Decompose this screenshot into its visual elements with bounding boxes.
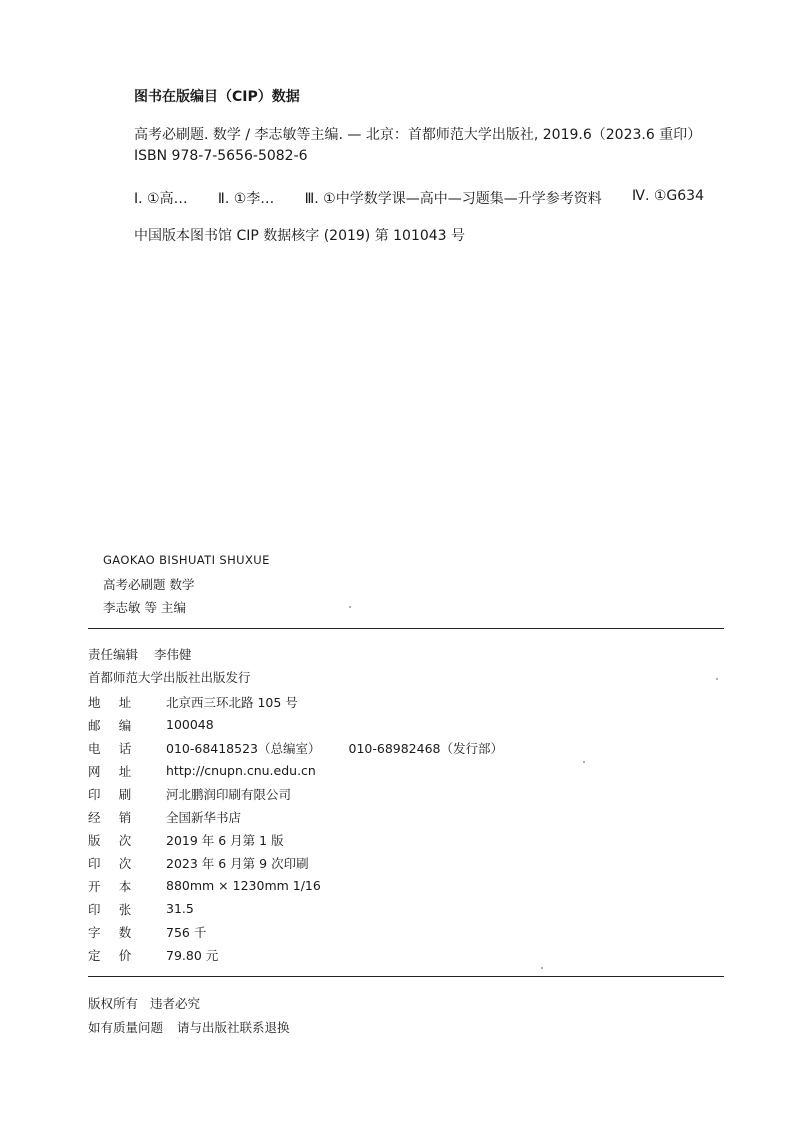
info-value: 756 千: [166, 924, 207, 940]
info-value: 880mm × 1230mm 1/16: [166, 878, 321, 893]
info-label-char: 编: [118, 717, 132, 733]
info-value: http://cnupn.cnu.edu.cn: [166, 763, 316, 778]
cip-subject-3: Ⅲ. ①中学数学课—高中—习题集—升学参考资料: [304, 191, 602, 207]
info-label-char: 次: [118, 855, 132, 871]
info-value: 北京西三环北路 105 号: [166, 694, 298, 710]
divider-bottom: [88, 976, 724, 977]
editor-name: 李伟健: [154, 647, 192, 662]
info-label-char: 电: [88, 740, 101, 756]
cip-data-number: 中国版本图书馆 CIP 数据核字 (2019) 第 101043 号: [134, 228, 466, 244]
info-row-distributor: [88, 805, 503, 828]
book-title-pinyin: GAOKAO BISHUATI SHUXUE: [103, 553, 270, 567]
scan-speck: [716, 678, 718, 680]
info-row-printer: [88, 782, 503, 805]
quality-text: 如有质量问题: [88, 1020, 164, 1035]
info-label-char: 网: [88, 763, 101, 779]
info-label-char: 印: [88, 901, 101, 917]
editor-label: 责任编辑: [88, 647, 139, 662]
info-value: 2023 年 6 月第 9 次印刷: [166, 855, 309, 871]
cip-subject-1: Ⅰ. ①高…: [134, 191, 188, 207]
info-label-char: 邮: [88, 717, 101, 733]
copyright-text: 版权所有: [88, 996, 139, 1011]
info-label-char: 本: [118, 878, 132, 894]
info-value: 010-68418523（总编室）: [166, 740, 321, 756]
book-author: 李志敏 等 主编: [103, 600, 186, 615]
info-value: 河北鹏润印刷有限公司: [166, 786, 292, 802]
publication-info-list: [88, 690, 503, 966]
cip-bibliographic-line: 高考必刷题. 数学 / 李志敏等主编. — 北京：首都师范大学出版社, 2019.6（2023.6 重印）: [134, 127, 702, 143]
info-row-phone: [88, 736, 503, 759]
info-label-char: 销: [118, 809, 132, 825]
info-label-char: 价: [118, 947, 132, 963]
info-value: 100048: [166, 717, 214, 732]
info-row-word-count: [88, 920, 503, 943]
info-label-char: 址: [118, 763, 132, 779]
info-label-char: 定: [88, 947, 101, 963]
info-label-char: 地: [88, 694, 101, 710]
cip-title: 图书在版编目（CIP）数据: [134, 89, 300, 105]
copyright-warning: 违者必究: [150, 996, 201, 1011]
info-label-char: 次: [118, 832, 132, 848]
info-label-char: 张: [118, 901, 132, 917]
info-value: 全国新华书店: [166, 809, 242, 825]
divider-top: [88, 628, 724, 629]
info-label-char: 址: [118, 694, 132, 710]
info-row-website: [88, 759, 503, 782]
info-label-char: 开: [88, 878, 101, 894]
info-label-char: 版: [88, 832, 101, 848]
copyright-notice: [88, 994, 200, 1012]
cip-subject-line: [134, 188, 704, 208]
cip-subject-4: Ⅳ. ①G634: [632, 188, 704, 204]
cip-subject-2: Ⅱ. ①李…: [217, 191, 275, 207]
info-value: 79.80 元: [166, 947, 219, 963]
scan-speck: [349, 606, 351, 608]
info-row-printing: [88, 851, 503, 874]
info-label-char: 字: [88, 924, 101, 940]
info-row-price: [88, 943, 503, 966]
responsible-editor: [88, 645, 192, 663]
book-title: 高考必刷题 数学: [103, 577, 195, 592]
publisher: 首都师范大学出版社出版发行: [88, 670, 251, 685]
info-label-char: 经: [88, 809, 101, 825]
info-value: 2019 年 6 月第 1 版: [166, 832, 284, 848]
scan-speck: [583, 761, 585, 763]
cip-isbn: ISBN 978-7-5656-5082-6: [134, 148, 308, 164]
info-label-char: 印: [88, 855, 101, 871]
info-label-char: 刷: [118, 786, 132, 802]
quality-instruction: 请与出版社联系退换: [177, 1020, 290, 1035]
info-label-char: 印: [88, 786, 101, 802]
quality-notice: [88, 1018, 290, 1036]
info-row-sheets: [88, 897, 503, 920]
info-label-char: 话: [118, 740, 132, 756]
info-row-postcode: [88, 713, 503, 736]
info-label-char: 数: [118, 924, 132, 940]
info-value-secondary: 010-68982468（发行部）: [348, 740, 503, 756]
scan-speck: [541, 967, 543, 969]
info-row-address: [88, 690, 503, 713]
info-value: 31.5: [166, 901, 194, 916]
info-row-format: [88, 874, 503, 897]
info-row-edition: [88, 828, 503, 851]
